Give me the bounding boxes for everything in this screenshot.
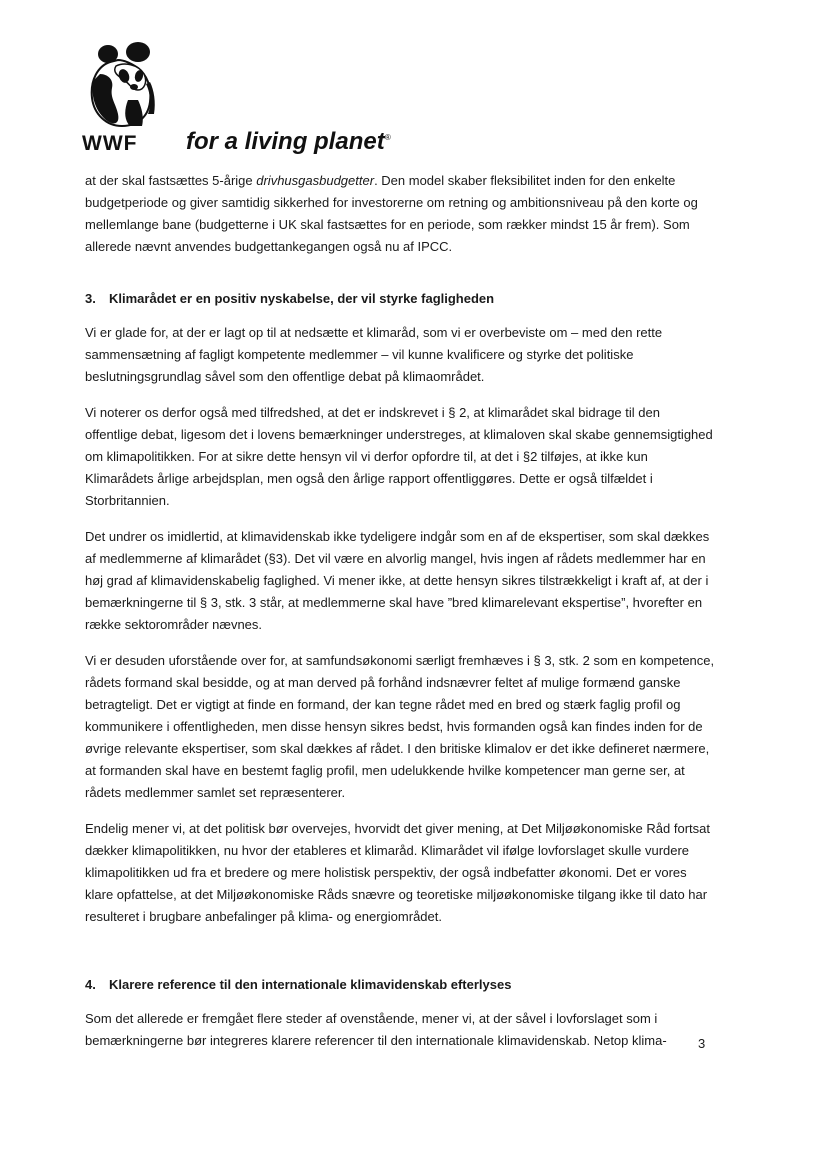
section-4-number: 4. — [85, 977, 96, 992]
page-number: 3 — [698, 1036, 706, 1051]
section-3-heading — [85, 288, 715, 310]
header — [80, 40, 420, 160]
paragraph-3: Det undrer os imidlertid, at klimavidenskab ikke tydeligere indgår som en af de ekspertiser, som skal dækkes af medlemmerne af klimarådet (§3). Det vil være en alvorlig mangel, hvis ingen af rådets medlemmer har en høj grad af klimavidenskabelig faglighed. Vi mener ikke, at dette hensyn sikres tilstrækkeligt i kraft af, at der i bemærkningerne til § 3, stk. 3 står, at medlemmerne skal have ”bred klimarelevant ekspertise”, hvorefter en række sektorområder nævnes. — [85, 529, 710, 632]
paragraph-1: Vi er glade for, at der er lagt op til at nedsætte et klimaråd, som vi er overbeviste om – med den rette sammensætning af fagligt kompetente medlemmer – vil kunne kvalificere og styrke det politiske beslutningsgrundlag såvel som den offentlige debat på klimaområdet. — [85, 325, 663, 384]
paragraph-2: Vi noterer os derfor også med tilfredshed, at det er indskrevet i § 2, at klimarådet skal bidrage til den offentlige debat, ligesom det i lovens bemærkninger understreges, at klimaloven skal skabe gennemsigtighed om klimapolitikken. For at sikre dette hensyn vil vi derfor opfordre til, at det i §2 tilføjes, at ikke kun Klimarådets årlige arbejdsplan, men også den årlige rapport offentliggøres. Dette er også tilfældet i Storbritannien. — [85, 405, 713, 508]
section-4-heading — [85, 974, 715, 996]
document-body — [85, 170, 715, 1066]
paragraph-5: Endelig mener vi, at det politisk bør overvejes, hvorvidt det giver mening, at Det Miljøøkonomiske Råd fortsat dækker klimapolitikken, nu hvor der etableres et klimaråd. Klimarådet vil ifølge lovforslaget skulle vurdere klimapolitikken ud fra et bredere og mere holistisk perspektiv, der også indbefatter økonomi. Det er vores klare opfattelse, at det Miljøøkonomiske Råds snævre og teoretiske miljøøkonomiske tilgang ikke til dato har resulteret i brugbare anbefalinger på klima- og energiområdet. — [85, 821, 710, 924]
tagline-text: for a living planet — [186, 128, 385, 155]
section-3-number: 3. — [85, 291, 96, 306]
wwf-logo-text: WWF — [82, 132, 138, 155]
section-4-title: Klarere reference til den internationale klimavidenskab efterlyses — [109, 977, 512, 992]
paragraph-4: Vi er desuden uforstående over for, at samfundsøkonomi særligt fremhæves i § 3, stk. 2 som en kompetence, rådets formand skal besidde, og at man derved på forhånd indsnævrer feltet af mulige formænd ganske betragteligt. Det er vigtigt at finde en formand, der kan tegne rådet med en bred og stærk faglig profil og kommunikere i offentligheden, men disse hensyn sikres bedst, hvis formanden også kan findes inden for de øvrige relevante ekspertiser, som skal dækkes af rådet. I den britiske klimalov er det ikke defineret nærmere, at formanden skal have en bestemt faglig profil, men udelukkende hvilke kompetencer man gerne ser, at rådets medlemmer samlet set repræsenterer. — [85, 653, 715, 800]
paragraph-6: Som det allerede er fremgået flere steder af ovenstående, mener vi, at der såvel i lovforslaget som i bemærkningerne bør integreres klarere referencer til den internationale klimavidenskab. Netop klima- — [85, 1011, 667, 1048]
tagline — [186, 128, 391, 156]
section-3-title: Klimarådet er en positiv nyskabelse, der vil styrke fagligheden — [109, 291, 495, 306]
registered-mark: ® — [384, 133, 391, 142]
panda-logo-icon — [84, 40, 156, 128]
paragraph-intro — [85, 170, 715, 258]
paragraph-intro-part-a: at der skal fastsættes 5-årige — [85, 173, 257, 188]
paragraph-intro-part-b: . Den model skaber fleksibilitet inden for den enkelte budgetperiode og giver samtidig sikkerhed for investorerne om retning og ambitionsniveau på den korte og mellemlange bane (budgetterne i UK skal fastsættes for en periode, som rækker mindst 15 år frem). Som allerede nævnt anvendes budgettankegangen også nu af IPCC. — [85, 173, 698, 254]
paragraph-intro-emphasis: drivhusgasbudgetter — [256, 173, 375, 188]
